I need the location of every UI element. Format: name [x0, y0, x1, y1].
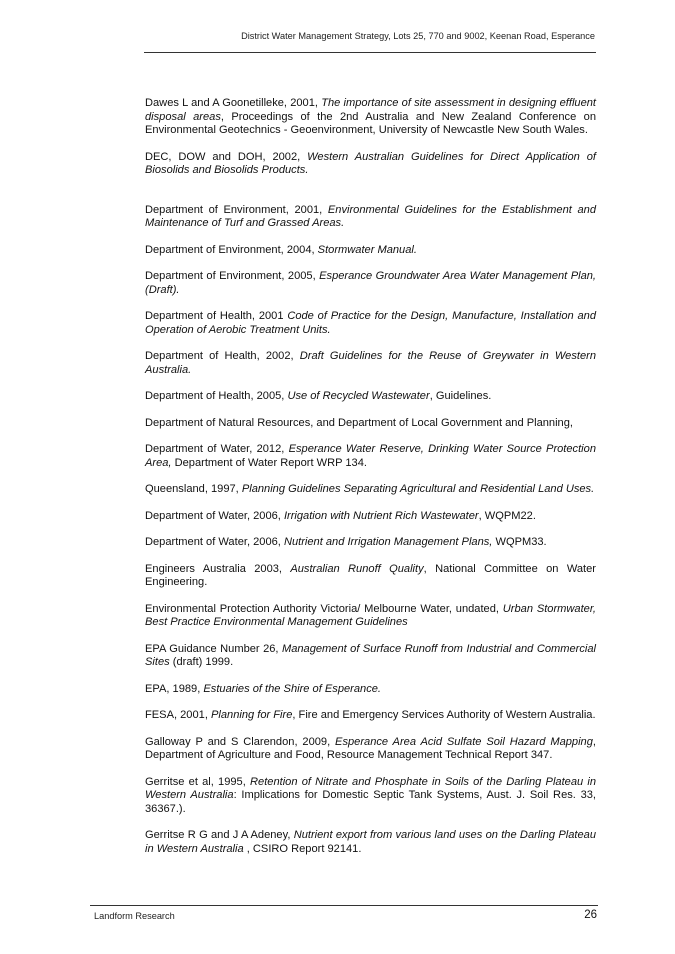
ref-title: Esperance Groundwater Area Water Management Plan, (Draft).: [145, 270, 596, 296]
ref-author: Department of Water, 2012,: [145, 443, 289, 455]
ref-author: EPA, 1989,: [145, 682, 204, 695]
ref-title: Esperance Water Reserve, Drinking Water Source Protection Area,: [145, 443, 596, 469]
reference-item: [145, 709, 596, 723]
reference-item: [145, 736, 596, 763]
ref-title: Environmental Guidelines for the Establishment and Maintenance of Turf and Grassed Areas.: [145, 203, 596, 229]
reference-item: [145, 97, 596, 138]
ref-title: Code of Practice for the Design, Manufacture, Installation and Operation of Aerobic Treatment Units.: [145, 310, 596, 336]
ref-title: Urban Stormwater, Best Practice Environmental Management Guidelines: [145, 602, 597, 628]
ref-title: Esperance Area Acid Sulfate Soil Hazard Mapping: [335, 735, 593, 748]
ref-author: Gerritse et al, 1995,: [145, 775, 251, 788]
ref-author: Engineers Australia 2003,: [145, 562, 291, 575]
ref-details: , Guidelines.: [429, 390, 492, 402]
ref-details: , WQPM22.: [478, 509, 536, 522]
reference-item: [145, 350, 596, 377]
footer-divider: [90, 905, 598, 906]
ref-details: WQPM33.: [492, 536, 547, 548]
ref-author: FESA, 2001,: [145, 709, 211, 721]
ref-title: Nutrient and Irrigation Management Plans,: [283, 536, 493, 548]
reference-item: [145, 270, 596, 297]
reference-item: [145, 683, 596, 697]
reference-item: [145, 483, 596, 497]
reference-item: [145, 643, 596, 670]
ref-author: Department of Health, 2001: [145, 310, 288, 322]
ref-title: The importance of site assessment in designing effluent disposal areas: [145, 97, 596, 123]
reference-item: [145, 536, 596, 550]
ref-details: (draft) 1999.: [169, 656, 234, 668]
reference-item: [145, 244, 596, 258]
ref-details: Department of Water Report WRP 134.: [171, 456, 367, 469]
ref-details: , CSIRO Report 92141.: [243, 842, 362, 855]
ref-title: Australian Runoff Quality: [290, 562, 424, 575]
ref-title: Planning Guidelines Separating Agricultural and Residential Land Uses.: [241, 483, 595, 495]
ref-title: Stormwater Manual.: [317, 243, 417, 256]
ref-author: Department of Environment, 2001,: [145, 203, 328, 216]
reference-item: [145, 829, 596, 856]
ref-author: DEC, DOW and DOH, 2002,: [145, 150, 308, 163]
reference-item: [145, 510, 596, 524]
ref-author: Queensland, 1997,: [145, 483, 242, 495]
ref-author: Gerritse R G and J A Adeney,: [145, 829, 294, 841]
ref-details: , National Committee on Water Engineering.: [145, 562, 596, 588]
ref-title: Irrigation with Nutrient Rich Wastewater: [283, 509, 479, 522]
ref-title: Use of Recycled Wastewater: [287, 390, 430, 402]
ref-title: Draft Guidelines for the Reuse of Greywater in Western Australia.: [145, 350, 596, 376]
ref-title: Management of Surface Runoff from Industrial and Commercial Sites: [145, 642, 596, 668]
reference-item: [145, 204, 596, 231]
ref-author: Galloway P and S Clarendon, 2009,: [145, 735, 336, 748]
reference-item: [145, 776, 596, 817]
ref-title: Estuaries of the Shire of Esperance.: [203, 682, 381, 695]
reference-item: [145, 417, 596, 431]
ref-author: Department of Health, 2005,: [145, 390, 288, 402]
ref-details: : Implications for Domestic Septic Tank Systems, Aust. J. Soil Res. 33, 36367.).: [145, 789, 597, 815]
reference-list: [145, 97, 596, 869]
page-number: 26: [584, 909, 597, 921]
reference-item: [145, 603, 596, 630]
footer-author: Landform Research: [94, 911, 175, 921]
reference-item: [145, 151, 596, 178]
ref-author: Department of Environment, 2005,: [145, 270, 320, 282]
reference-item: [145, 563, 596, 590]
reference-item: [145, 443, 596, 470]
ref-author: Department of Water, 2006,: [145, 509, 284, 522]
reference-item: [145, 390, 596, 404]
ref-title: Nutrient export from various land uses on the Darling Plateau in Western Australia: [145, 829, 597, 855]
ref-title: Western Australian Guidelines for Direct Application of Biosolids and Biosolids Products.: [145, 150, 596, 176]
ref-details: , Proceedings of the 2nd Australia and New Zealand Conference on Environmental Geotechnics - Geoenvironment, University of Newcastle New South Wales.: [145, 110, 596, 136]
page-header-title: District Water Management Strategy, Lots 25, 770 and 9002, Keenan Road, Esperance: [241, 31, 595, 41]
reference-item: [145, 310, 596, 337]
header-divider: [144, 52, 596, 53]
ref-author: Department of Environment, 2004,: [145, 243, 318, 256]
ref-author: Department of Health, 2002,: [145, 350, 300, 362]
ref-details: , Fire and Emergency Services Authority of Western Australia.: [292, 709, 596, 721]
ref-details: , Department of Agriculture and Food, Resource Management Technical Report 347.: [145, 735, 596, 761]
ref-author: Environmental Protection Authority Victoria/ Melbourne Water, undated,: [145, 602, 503, 615]
ref-title: Planning for Fire: [210, 709, 293, 721]
ref-author: EPA Guidance Number 26,: [145, 642, 282, 655]
ref-title: Retention of Nitrate and Phosphate in Soils of the Darling Plateau in Western Australia: [145, 775, 597, 801]
ref-author: Dawes L and A Goonetilleke, 2001,: [145, 97, 322, 109]
ref-author: Department of Water, 2006,: [145, 536, 284, 548]
ref-author: Department of Natural Resources, and Department of Local Government and Planning,: [145, 416, 573, 429]
